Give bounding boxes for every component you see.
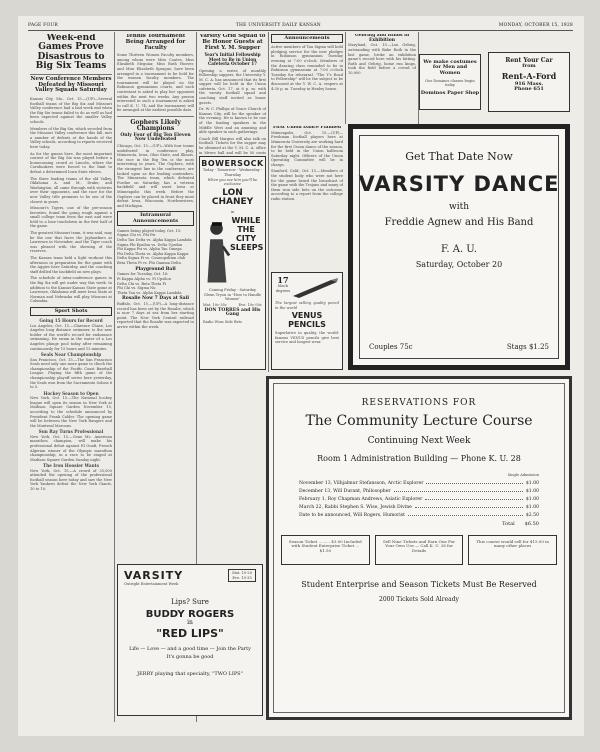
game-item: Delta Sigma Pi vs. Cosmopolitan club [117, 256, 186, 261]
venus-pencils-ad [271, 272, 343, 370]
theater-name: BOWERSOCK [201, 159, 264, 168]
leader-dots [394, 489, 523, 492]
game-item: Delta Chi vs. Beta Theta Pi [117, 281, 167, 286]
masthead: THE UNIVERSITY DAILY KANSAN [235, 22, 321, 28]
issue-date: MONDAY, OCTOBER 15, 1928 [498, 22, 573, 28]
theater-film-title: "RED LIPS" [156, 626, 224, 640]
in-label: in [230, 209, 235, 214]
dominos-text: We make costumes for Men and Women [423, 59, 477, 76]
theater-star: BUDDY ROGERS [145, 608, 235, 620]
theater-name: VARSITY [124, 569, 184, 582]
shot-text: New York, Oct. 15.—A crowd of 35,000 attended the opening of the professional football season here today and saw the New York Yankees defeat the New York Giants, 10 to 10. [30, 468, 112, 492]
lecture-course-ad [266, 376, 572, 720]
coming-title: Glenn Tryon in "How to Handle Women" [203, 292, 262, 302]
paragraph: The Kansas team held a light workout this afternoon in preparation for the game with the Aggies here Saturday, and the coaching staff drilled the backfield on new plays. [30, 256, 112, 274]
bowersock-ad [199, 156, 266, 370]
dominos-ad [419, 54, 481, 110]
dominos-name: Dominos Paper Shop [420, 89, 480, 96]
union-title: First Union Dance Planned [272, 126, 342, 130]
article-body [30, 97, 112, 304]
leader-dots [425, 497, 523, 500]
page-header [28, 20, 573, 31]
shot-title: Going 15 Hours for Record [39, 318, 103, 324]
lecture-row [299, 497, 539, 502]
paragraph: The greatest Missouri team, it was said, may be the one that faces the Jayhawkers at Lawrence in November, and the Tiger coach was pleased with the showing of the reserves. [30, 231, 112, 254]
dance-band: Freddie Agnew and His Band [384, 217, 534, 229]
intramural-intro: Games being played today, Oct. 15: [117, 228, 182, 233]
playground-intro: Games for Tuesday, Oct. 16: [117, 272, 169, 277]
theater-foot: JERRY playing that specialty, "TWO LIPS" [137, 670, 243, 677]
paragraph: The schedule of intra-conference games in the Big Six will get under way this week. In addition to the Kansas-Kansas State game at Lawrence, Oklahoma will meet Iowa State at Norman and Nebraska will play Missouri at Columbia. [30, 276, 112, 304]
game-item: Phi Chi vs. Sigma Nu [117, 286, 156, 291]
venus-brand: VENUS PENCILS [288, 311, 326, 329]
dance-title: VARSITY DANCE [358, 171, 560, 196]
game-item: Phi Kappa Psi vs. Alpha Tau Omega [117, 247, 182, 252]
lecture-reserve: RESERVATIONS FOR [361, 398, 477, 408]
ticket-box: This course would sell for $15.00 in many other places [468, 535, 557, 565]
theater-in: in [187, 619, 193, 627]
glee-title: Gebring and Hinds in Exhibition [354, 34, 410, 43]
lecture-row [299, 489, 539, 494]
announcements-body: Active members of Tau Sigma will hold pledging service for the new pledges in Robinson gymnasium Tuesday evening at 7:00 o'clock. Members of the dancing class reminded to be in Robinson gymnasium at 7:00 o'clock Tuesday for rehearsal. "The Y's Road to Fellowship" will be the subject to be discussed at the Y. W. C. A. vespers at 4:30 p. m. Tuesday in Henley house. [271, 45, 343, 91]
band-name: DON TORRES and His Gang [204, 307, 261, 318]
degrees-label: black degrees [275, 284, 291, 293]
leader-dots [408, 513, 523, 516]
shot-text: New York, Oct. 15.—Gene Mc. American marathon champion, will make his professional debut against El Ouafi, French Algerian winner of the Olympic marathon championship, in a race to be staged at Madison Square Garden Sunday night. [30, 434, 112, 462]
paragraph: Kansas City, Mo., Oct. 15.—(UP)—Several football teams of the Big Six and Missouri Valley conference had a bad week end when the Big Six teams failed to do as well as had been expected against the smaller Valley schools. [30, 97, 112, 125]
lecture-footer: Student Enterprise and Season Tickets Must Be Reserved [301, 579, 537, 589]
lecture-room: Room 1 Administration Building — Phone K. U. 28 [317, 453, 521, 463]
evening-price: Eve. 10c-50c [238, 303, 262, 308]
leader-dots [426, 481, 522, 484]
lecture-row [299, 481, 539, 486]
lecture-row [299, 513, 539, 518]
rent-name: Rent-A-Ford [501, 70, 557, 81]
paragraph: Dr. W. C. Phillips of Grace Church of Kansas City, will be the speaker of the evening. He is known to be one of the leading speakers in the Middle West and an amusing and able speaker in such gatherings. [199, 107, 266, 135]
evening-price: Eve. 10-35 [232, 575, 252, 580]
paragraph: Missouri's Tigers, one of the pre-season favorites, found the going rough against a small college team from the east and were held to a lone touchdown in the first half of the game. [30, 206, 112, 229]
playground-list [117, 277, 194, 295]
shot-text: Los Angeles, Oct. 15.—Clarence Chase, Los Angeles long distance swimmer, is the new holder of the world's record for endurance swimming. He swam in the water of a Los Angeles plunge pool today after remaining continuously for 15 hours and 13 minutes. [30, 323, 112, 351]
shot-title: Sun Ray Turns Professional [38, 429, 104, 435]
matinee-price: Mat. 10c-35c [203, 303, 227, 308]
lecture-item: March 22, Rabbi Stephen S. Wise, Jewish Divine [299, 504, 412, 510]
ad-tagline: When you see him you'll be exclusive [207, 177, 258, 187]
glee-body: Maryland, Oct. 15.—Lou Gehrig, outstanding with Babe Ruth in the last game, broke an exhibition game's record here with his hitting. Ruth and Gehrig, home run kings, took the field before a crowd of 10,000. [348, 43, 416, 75]
gophers-subhead: Only Four of Big Ten Eleven Now Undefeated [120, 132, 191, 143]
star-name: LON CHANEY [211, 187, 254, 208]
game-item: Phi Delta Theta vs. Alpha Kappa Kappa [117, 251, 189, 256]
game-item: Theta Tau vs. Alpha Kappa Lambda [117, 290, 182, 295]
venus-tagline: The largest selling quality pencil in the world [275, 301, 339, 310]
game-item: Sigma Phi Epsilon vs. Delta Upsilon [117, 242, 183, 247]
varsity-grid-body [199, 69, 266, 154]
theater-tagline: Lips? Sure [171, 597, 209, 606]
lecture-title: The Community Lecture Course [305, 413, 533, 430]
column-4 [271, 34, 343, 122]
ticket-box: Season Ticket ......... $3.00 Included with Student Enterprise Ticket ... $1.50 [281, 535, 370, 565]
rent-phone: Phone 651 [514, 86, 544, 93]
column-5 [348, 34, 416, 122]
lecture-sub: Continuing Next Week [367, 436, 471, 447]
lecture-item: February 1, Roy Chapman Andrews, Asiatic Explorer [299, 496, 423, 502]
shot-title: The Iron Hoosier Wants [43, 463, 99, 469]
dance-place: F. A. U. [440, 243, 477, 255]
notice-title: Rosalie Now 7 Days at Sail [122, 296, 189, 302]
paragraph: Members of the Big Six, which seceded from the Missouri Valley conference this fall, met a number of defeats at the hands of the Valley schools, according to reports received here today. [30, 126, 112, 149]
game-item: Pi Kappa Alpha vs. Pi Upsilon [117, 276, 171, 281]
column-1 [30, 34, 112, 722]
column-rule [196, 32, 197, 372]
total-label: Total [502, 520, 515, 527]
dance-date: Saturday, October 20 [415, 260, 503, 270]
gophers-headline: Gophers Likely Champions [130, 119, 181, 133]
lecture-item: Date to be announced, Will Rogers, Humorist [299, 512, 405, 518]
venus-note: Superlative in quality, the world-famous VENUS pencils give best service and longest wear. [275, 330, 339, 345]
section-title: Sport Shots [30, 307, 112, 316]
varsity-grid-headline: Varsity Grid Squad to Be Honor Guests at First Y. M. Supper [199, 34, 266, 51]
rent-address: 916 Mass. [514, 80, 544, 87]
varsity-theater-ad [117, 564, 263, 716]
show-days: Today - Tomorrow - Wednesday - Thursday [202, 168, 263, 177]
tennis-body: Some Thirteen Women Faculty members, among whom were Miss Coates, Miss Elizabeth Meguiar, Miss Ruth Hoover, and Miss Elizabeth Sprague, have been arranged in a tournament to be held for the women faculty members. The tournament will be played on the Robinson gymnasium courts, and each contestant is asked to play her opponent within the next two weeks. Any person interested in such a tournament is asked to call K. U. 74, and the tournament will be arranged at the earliest possible date. [117, 53, 194, 113]
lecture-item: November 13, Vilhjalmur Stefansson, Arctic Explorer [299, 480, 424, 486]
shot-title: Hockey Season to Open [43, 390, 99, 396]
column-rule [345, 32, 346, 124]
dominos-sub: Our Dominos classes begin today [425, 78, 475, 88]
column-label: Single Admission [507, 472, 539, 477]
leader-dots [415, 505, 523, 508]
article-subhead: New Conference Members Defeated by Missouri Valley Squads Saturday [30, 75, 112, 94]
tickets-sold: 2000 Tickets Sold Already [379, 595, 459, 603]
column-2 [117, 34, 194, 370]
lecture-list [299, 481, 539, 518]
ticket-box: Sell Nine Tickets and Earn One For Your Own Use — Call K. U. 28 for Details [375, 535, 464, 565]
lecture-price: $1.00 [525, 488, 539, 494]
coming-label: Coming Friday - Saturday [208, 288, 257, 293]
intramural-title: Intramural Announcements [117, 211, 194, 226]
game-item: Sigma Chi vs. Phi Psi [117, 233, 156, 238]
union-body: Minneapolis, Oct. 15.—(UP)—Freshman football players here at Minnesota University are working hard for the first Union dance of the season, to be held in the Union ballroom Saturday night. Officers of the Union Operating Committee will be in charge. [271, 130, 343, 167]
paragraph: As for the games here, the most important contest of the Big Six was played before a homecoming crowd at Lincoln, where the Cornhuskers were forced to the limit to defeat a determined Iowa State eleven. [30, 151, 112, 174]
shot-text: San Francisco, Oct. 15.—The San Francisco Seals need only one more game to clinch the championship of the Pacific Coast Baseball League. Playing the fifth game of the championship playoff series here yesterday, the Seals won from the Sacramento Solons 6 to 5. [30, 357, 112, 390]
playground-title: Playground Ball [135, 266, 176, 272]
shot-text: New York, Oct. 15.—The National hockey league will open its season in New York at Madison Square Garden November 15, according to the schedule announced by President Frank Calder. The opening game will be between the New York Rangers and the Montreal Maroons. [30, 396, 112, 428]
lecture-row [299, 505, 539, 510]
total-price: $6.50 [524, 520, 539, 527]
radio-body: Stanford, Calif., Oct. 15.—Members of the student body who were not here for the game heard the broadcast of the game with the Trojans and many of them won side bets on the outcome, according to a report from the college radio station. [271, 169, 343, 202]
rent-line-1: Rent Your Car [505, 57, 553, 64]
column-3 [199, 34, 266, 154]
dance-with: with [449, 201, 469, 212]
theater-sub: Outright Entertainment Week [124, 582, 179, 586]
article-headline: Week-end Games Prove Disastrous to Big Six Teams [35, 34, 107, 72]
intramural-list [117, 233, 194, 265]
dance-top-line: Get That Date Now [405, 150, 513, 163]
varsity-grid-subhead: Year's Initial Fellowship Meet to Be in Union Cafeteria October 17 [204, 52, 261, 67]
lecture-price: $1.00 [525, 504, 539, 510]
rent-line-2: from [522, 63, 536, 70]
tennis-headline: Tennis Tournament Being Arranged for Faculty [125, 34, 186, 51]
figure-illustration [203, 216, 230, 286]
film-title: WHILE THE CITY SLEEPS [230, 216, 264, 253]
game-item: Beta Theta Pi vs. Phi Gamma Delta [117, 261, 181, 266]
sport-shots-list [30, 319, 112, 491]
announcements-title: Announcements [271, 34, 343, 43]
paragraph: Opening a series of monthly fellowship suppers, the University Y. M. C. A. has announced that its first supper will be held in the Union cafeteria, Oct. 17, at 6 p. m. with the varsity football squad and coaching staff invited as honor guests. [199, 68, 266, 105]
rent-a-ford-ad [488, 52, 570, 112]
lecture-item: December 13, Will Durant, Philosopher [299, 488, 391, 494]
paragraph: The three leading teams of the old Valley, Oklahoma A. and M., Drake, and Washington, all came through with victories over their opponents, and the race for the new Valley title promises to be one of the closest in years. [30, 176, 112, 204]
game-item: Delta Tau Delta vs. Alpha Kappa Lambda [117, 238, 192, 243]
lecture-price: $2.50 [525, 512, 539, 518]
radio-title: Radio Wins Side Bets [203, 320, 243, 325]
pencil-icon [291, 276, 339, 298]
varsity-dance-ad [348, 124, 570, 370]
degrees-count: 17 [277, 275, 289, 285]
lecture-price: $1.00 [525, 480, 539, 486]
matinee-price: Mat. 10-20 [232, 571, 252, 575]
column-rule [114, 32, 115, 722]
lecture-price: $1.00 [525, 496, 539, 502]
page-number: PAGE FOUR [28, 22, 58, 28]
shot-title: Seals Near Championship [40, 352, 102, 358]
stags-price: Stags $1.25 [506, 343, 549, 351]
couples-price: Couples 75c [369, 343, 413, 351]
paragraph: Coach Bill Hargiss will also talk on football. Tickets for the supper may be obtained at the Y. M. C. A. office in Myers hall and will be 50 cents [199, 136, 266, 154]
theater-line-2: It's gonna be good [166, 653, 214, 660]
theater-line: Life — Love — and a good time — Join the Party [129, 646, 251, 653]
column-rule [268, 32, 269, 372]
gophers-body: Chicago, Oct. 15.—(UP)—With four teams undefeated in conference play, Minnesota, Iowa, Ohio State, and Illinois, the race in the Big Ten is the most interesting in years. The Gophers, with the strongest line in the conference, are looked upon as the leading contenders. The Minnesota team, which defeated Purdue on Saturday, has a veteran backfield and will meet Iowa at Minneapolis this week. Before the Gophers can be placed in front they must defeat Iowa, Wisconsin, Northwestern, and Michigan. [117, 144, 194, 208]
notice-body: Buffalo, Oct. 15.—(UP)—A long-distance record has been set by the Rosalie, which is now 7 days at sea from her starting point. The New York Central railroad reported that the Rosalie was expected to arrive within the week. [117, 302, 194, 329]
